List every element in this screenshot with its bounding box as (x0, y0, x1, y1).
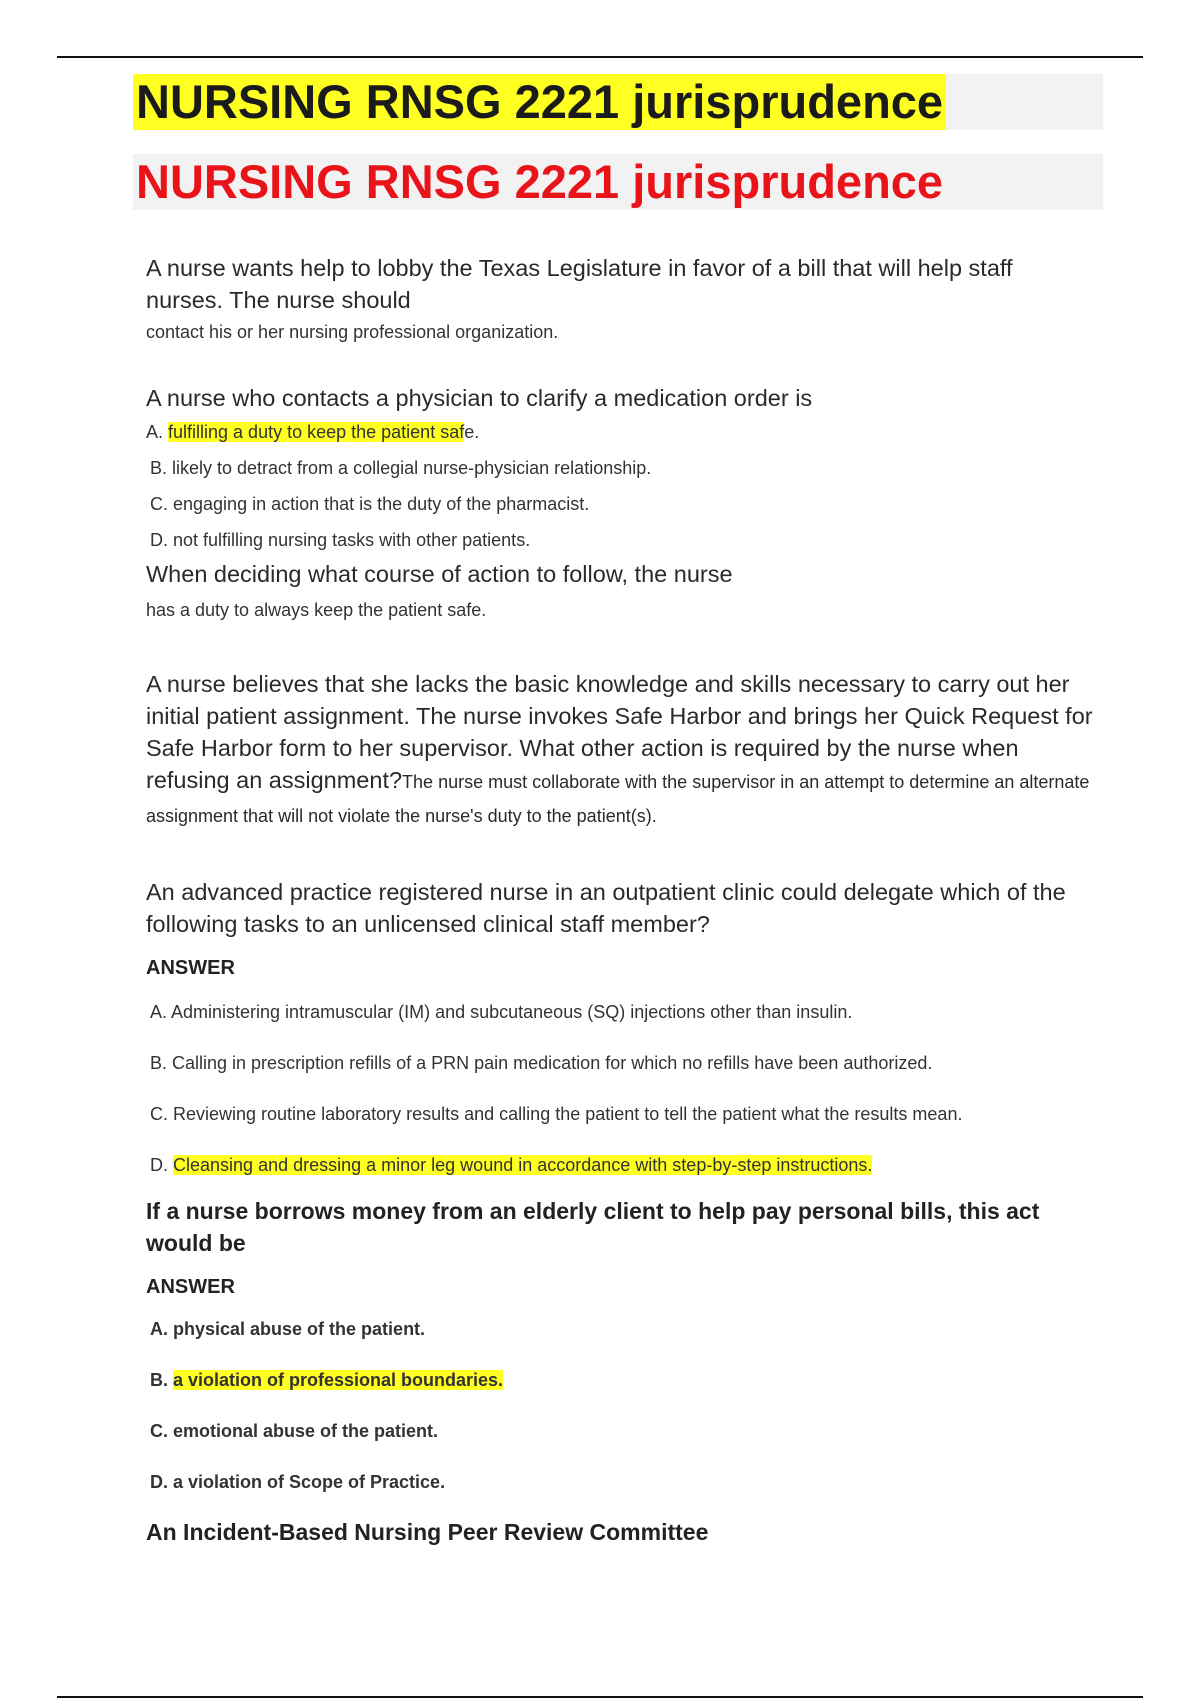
option-d: D. a violation of Scope of Practice. (150, 1472, 446, 1492)
option-c: C. Reviewing routine laboratory results and calling the patient to tell the patient what the results mean. (150, 1104, 963, 1124)
highlighted-answer: a violation of professional boundaries. (173, 1370, 504, 1390)
option-d (150, 1151, 1096, 1179)
answer-label: ANSWER (146, 1276, 235, 1298)
option-prefix: A. (146, 422, 169, 442)
question-delegation: An advanced practice registered nurse in an outpatient clinic could delegate which of the following tasks to an unlicensed clinical staff member? (146, 879, 1066, 937)
option-b (150, 1366, 1096, 1394)
option-a: A. physical abuse of the patient. (150, 1319, 426, 1339)
document-body (146, 252, 1096, 1548)
option-a: A. Administering intramuscular (IM) and subcutaneous (SQ) injections other than insulin. (150, 1002, 853, 1022)
option-a (146, 414, 1096, 450)
title-band-highlighted (133, 74, 1103, 130)
document-title-highlighted: NURSING RNSG 2221 jurisprudence (133, 74, 946, 130)
question-course-of-action: When deciding what course of action to follow, the nurse (146, 561, 733, 587)
answer-label: ANSWER (146, 957, 235, 979)
highlighted-answer: Cleansing and dressing a minor leg wound in accordance with step-by-step instructions. (173, 1155, 873, 1175)
option-prefix: D. (150, 1155, 174, 1175)
question-borrow-money: If a nurse borrows money from an elderly client to help pay personal bills, this act would be (146, 1198, 1040, 1256)
answer-safe-harbor: The nurse must collaborate with the supervisor in an attempt to determine an alternate assignment that will not violate the nurse's duty to the patient(s). (146, 772, 1090, 826)
option-c: C. emotional abuse of the patient. (150, 1421, 439, 1441)
document-title-red: NURSING RNSG 2221 jurisprudence (136, 155, 944, 208)
question-lobby: A nurse wants help to lobby the Texas Legislature in favor of a bill that will help staff nurses. The nurse should (146, 255, 1013, 313)
question-safe-harbor (146, 668, 1096, 832)
option-suffix: e. (464, 422, 480, 442)
question-peer-review: An Incident-Based Nursing Peer Review Committee (146, 1519, 709, 1545)
highlighted-answer: fulfilling a duty to keep the patient saf (168, 422, 465, 442)
answer-lobby: contact his or her nursing professional organization. (146, 322, 559, 342)
option-prefix: B. (150, 1370, 174, 1390)
title-band-red (133, 154, 1103, 210)
top-rule (57, 56, 1143, 58)
option-c: C. engaging in action that is the duty of the pharmacist. (150, 494, 590, 514)
bottom-rule (57, 1696, 1143, 1698)
option-b: B. Calling in prescription refills of a PRN pain medication for which no refills have been authorized. (150, 1053, 933, 1073)
question-safe-harbor-text: A nurse believes that she lacks the basic knowledge and skills necessary to carry out her initial patient assignment. The nurse invokes Safe Harbor and brings her Quick Request for Safe Harbor form to her supervisor. What other action is required by the nurse when refusing an assignment? (146, 671, 1093, 793)
question-clarify-medication: A nurse who contacts a physician to clarify a medication order is (146, 385, 813, 411)
option-d: D. not fulfilling nursing tasks with other patients. (150, 530, 531, 550)
answer-course-of-action: has a duty to always keep the patient safe. (146, 600, 487, 620)
option-b: B. likely to detract from a collegial nurse-physician relationship. (150, 458, 652, 478)
